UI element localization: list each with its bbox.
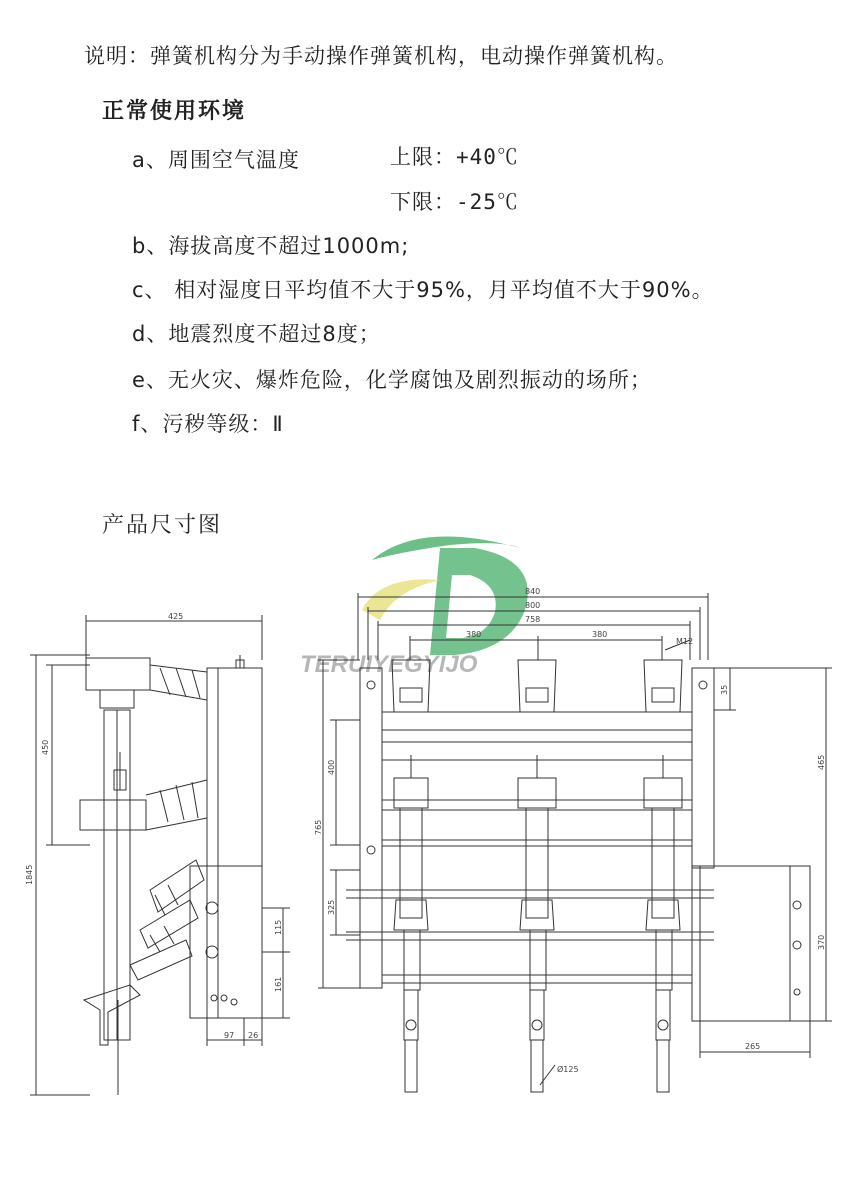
condition-f: f、污秽等级：Ⅱ (132, 412, 284, 436)
front-dim-840: 840 (525, 587, 541, 596)
side-dim-425: 425 (168, 612, 184, 621)
condition-b: b、海拔高度不超过1000m; (132, 234, 410, 258)
phase-2 (518, 660, 556, 1092)
watermark-logo (300, 536, 528, 678)
front-dim-m12: M12 (676, 637, 694, 646)
condition-a-upper: 上限：+40℃ (390, 145, 519, 169)
side-dim-115: 115 (274, 919, 283, 935)
front-dim-758: 758 (525, 615, 541, 624)
condition-a-label: a、周围空气温度 (132, 148, 300, 172)
side-view (30, 615, 290, 1095)
side-dim-97: 97 (224, 1031, 235, 1040)
condition-a-lower: 下限：-25℃ (390, 190, 519, 214)
front-dim-265: 265 (745, 1042, 761, 1051)
front-dim-phi125: Ø125 (557, 1065, 579, 1074)
front-dim-465: 465 (817, 754, 826, 770)
watermark-text: TERUIYEGYIJO (300, 651, 478, 678)
front-dim-765: 765 (314, 819, 323, 835)
front-dim-380a: 380 (466, 630, 482, 639)
drawing-title: 产品尺寸图 (102, 513, 223, 538)
front-dim-800: 800 (525, 601, 541, 610)
side-dim-161: 161 (274, 976, 283, 992)
phase-3 (644, 660, 682, 1092)
condition-c: c、 相对湿度日平均值不大于95%，月平均值不大于90%。 (132, 278, 714, 302)
environment-title: 正常使用环境 (102, 99, 247, 124)
front-dim-370: 370 (817, 934, 826, 950)
condition-d: d、地震烈度不超过8度； (132, 322, 381, 346)
front-dim-380b: 380 (592, 630, 608, 639)
phase-1 (392, 660, 430, 1092)
front-dim-325: 325 (327, 899, 336, 915)
condition-e: e、无火灾、爆炸危险，化学腐蚀及剧烈振动的场所； (132, 368, 652, 392)
side-dim-450: 450 (41, 739, 50, 755)
side-dim-1845: 1845 (25, 864, 34, 885)
front-dim-35: 35 (720, 684, 729, 695)
front-dim-400: 400 (327, 759, 336, 775)
mechanism-note: 说明：弹簧机构分为手动操作弹簧机构，电动操作弹簧机构。 (84, 44, 678, 68)
side-dim-26: 26 (248, 1031, 259, 1040)
